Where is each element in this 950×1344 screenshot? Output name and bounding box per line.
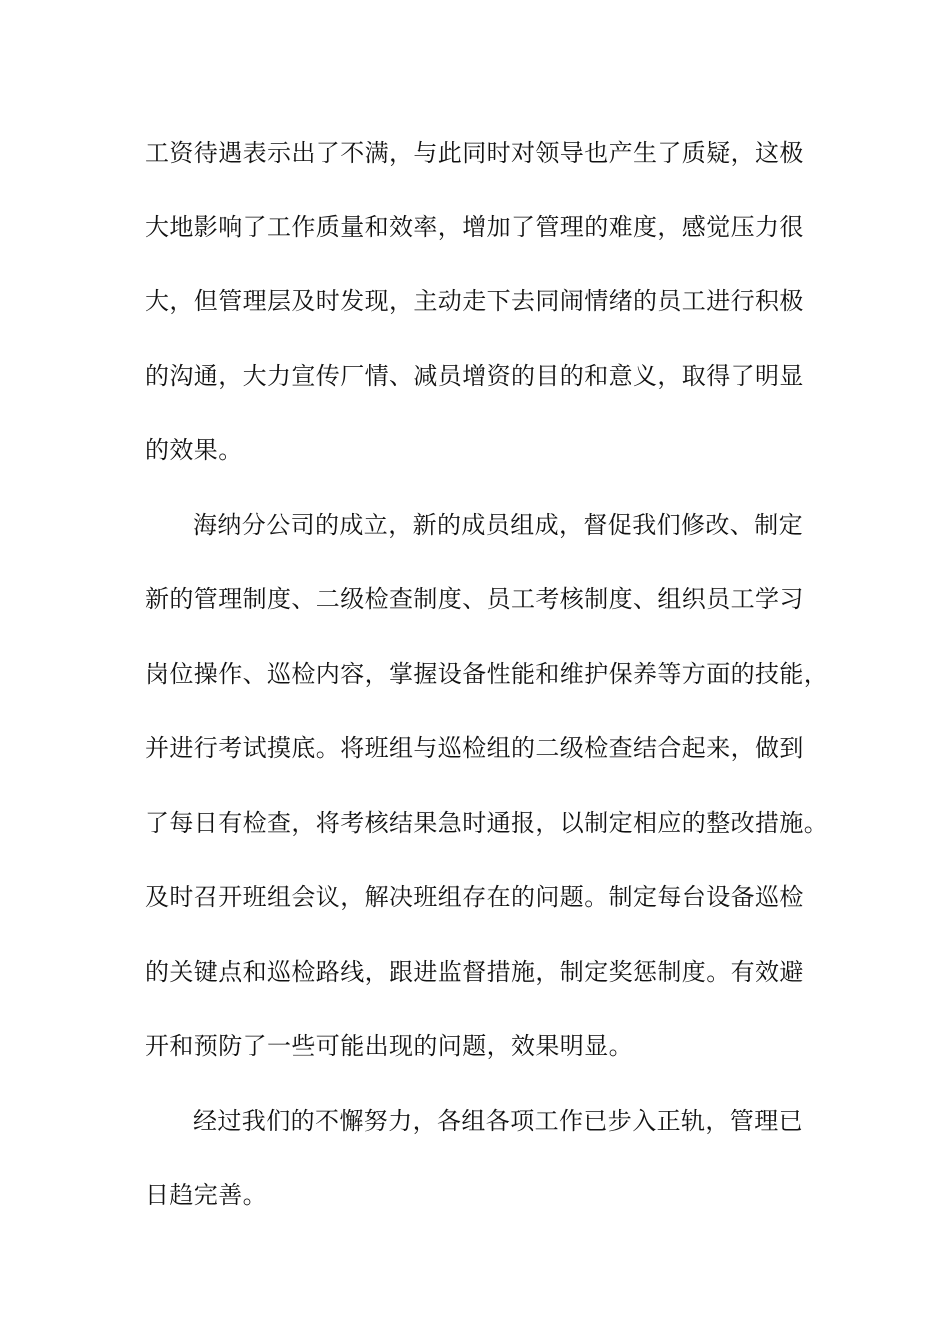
text-line: 日趋完善。 [145,1181,267,1209]
text-line: 经过我们的不懈努力，各组各项工作已步入正轨，管理已 [193,1107,803,1135]
text-line: 并进行考试摸底。将班组与巡检组的二级检查结合起来，做到 [145,734,804,762]
text-line: 的效果。 [145,436,243,464]
text-line: 海纳分公司的成立，新的成员组成，督促我们修改、制定 [193,511,803,539]
text-line: 的关键点和巡检路线，跟进监督措施，制定奖惩制度。有效避 [145,958,804,986]
text-line: 工资待遇表示出了不满，与此同时对领导也产生了质疑，这极 [145,139,804,167]
text-line: 大，但管理层及时发现，主动走下去同闹情绪的员工进行积极 [145,287,804,315]
text-line: 大地影响了工作质量和效率，增加了管理的难度，感觉压力很 [145,213,804,241]
text-line: 岗位操作、巡检内容，掌握设备性能和维护保养等方面的技能， [145,660,829,688]
text-line: 的沟通，大力宣传厂情、减员增资的目的和意义，取得了明显 [145,362,804,390]
text-line: 开和预防了一些可能出现的问题，效果明显。 [145,1032,633,1060]
text-line: 了每日有检查，将考核结果急时通报，以制定相应的整改措施。 [145,809,829,837]
text-line: 及时召开班组会议，解决班组存在的问题。制定每台设备巡检 [145,883,804,911]
text-line: 新的管理制度、二级检查制度、员工考核制度、组织员工学习 [145,585,804,613]
